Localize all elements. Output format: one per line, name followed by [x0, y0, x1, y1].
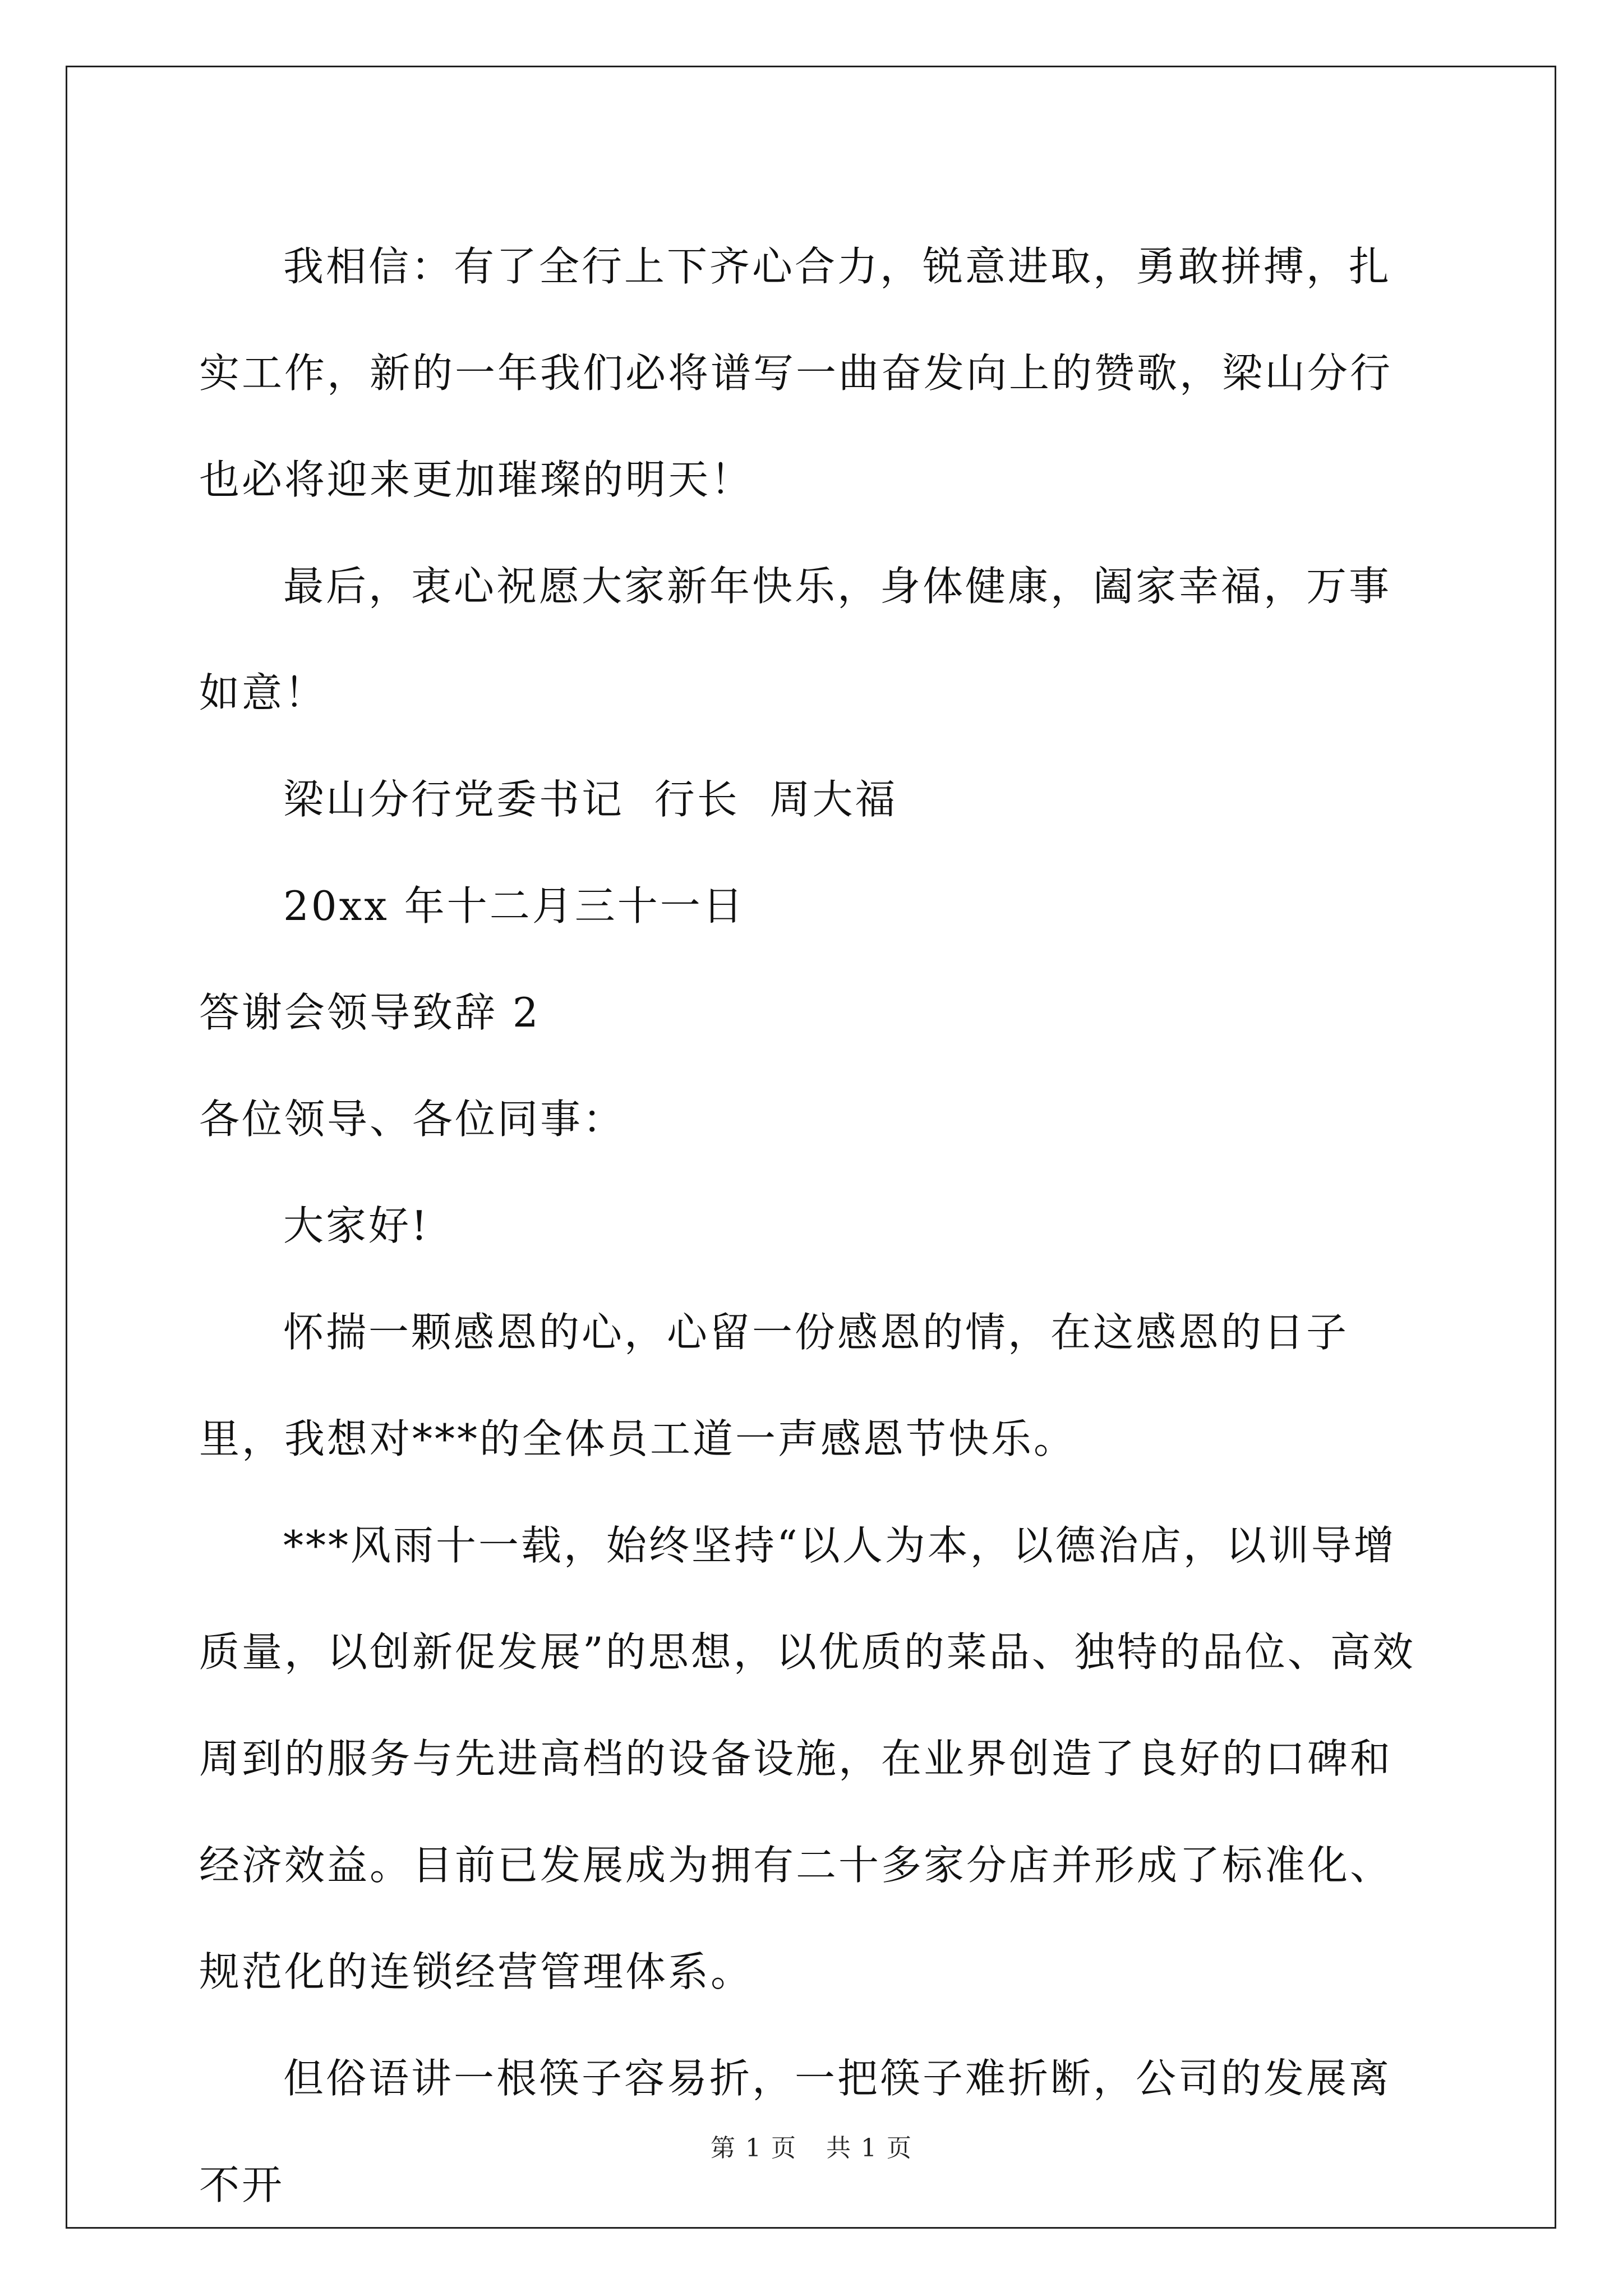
greeting: 大家好! [283, 1202, 430, 1249]
paragraph-closing-belief: 我相信：有了全行上下齐心合力，锐意进取，勇敢拼搏，扎实工作，新的一年我们必将谱写一曲奋发向上的赞歌，梁山分行也必将迎来更加璀璨的明天！ [199, 243, 1393, 503]
paragraph-company-history: ***风雨十一载，始终坚持“以人为本，以德治店，以训导增质量，以创新促发展”的思想，以优质的菜品、独特的品位、高效周到的服务与先进高档的设备设施，在业界创造了良好的口碑和经济效益。目前已发展成为拥有二十多家分店并形成了标准化、规范化的连锁经营管理体系。 [199, 1522, 1415, 1995]
paragraph-wishes: 最后，衷心祝愿大家新年快乐，身体健康，阖家幸福，万事如意！ [199, 563, 1392, 716]
page-footer [0, 2132, 1623, 2165]
date-line: 20xx 年十二月三十一日 [283, 882, 745, 930]
page-number-total: 共 1 页 [826, 2134, 912, 2162]
page-number-current: 第 1 页 [711, 2134, 797, 2162]
document-body [199, 213, 1433, 2238]
section-title: 答谢会领导致辞 2 [199, 989, 541, 1036]
paragraph-chopsticks: 但俗语讲一根筷子容易折，一把筷子难折断，公司的发展离不开 [199, 2055, 1392, 2208]
paragraph-gratitude: 怀揣一颗感恩的心，心留一份感恩的情，在这感恩的日子里，我想对***的全体员工道一声感恩节快乐。 [199, 1309, 1349, 1462]
salutation: 各位领导、各位同事： [199, 1096, 626, 1143]
signature-line: 梁山分行党委书记 行长 周大福 [283, 776, 898, 823]
